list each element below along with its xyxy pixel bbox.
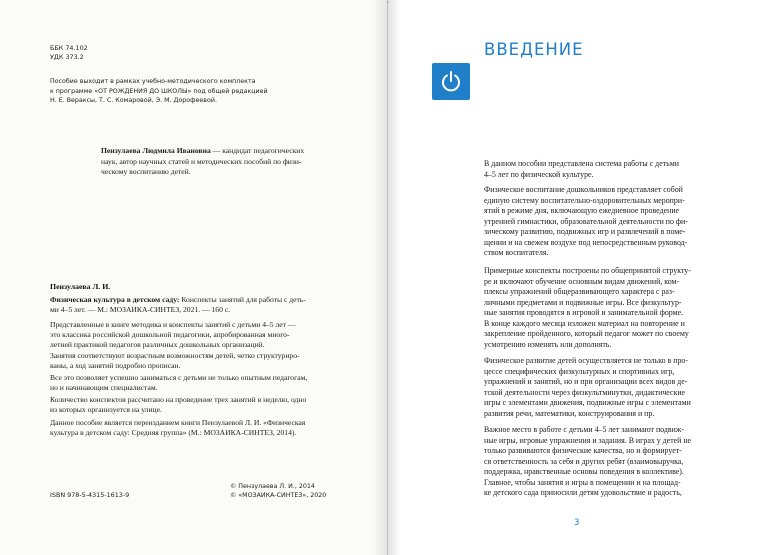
body-paragraph (484, 185, 688, 259)
classification-codes (50, 44, 88, 62)
body-line: ятий в режиме дня, включающую ежедневное проведение (484, 206, 680, 215)
annotation-line: это классика российской дошкольной педагогики, апробированная много- (50, 329, 290, 339)
copyright (230, 482, 326, 500)
annotation-paragraph (50, 351, 300, 371)
annotation-line: из которых организуется на улице. (50, 404, 162, 414)
annotation-line: Занятия соответствуют возрастным возможностям детей, четко структуриро- (50, 351, 300, 360)
annotation-paragraph (50, 320, 295, 349)
chapter-icon-box (432, 63, 470, 100)
chapter-heading: ВВЕДЕНИЕ (484, 40, 584, 59)
annotation-paragraph (50, 395, 306, 415)
bio-line (101, 146, 304, 157)
body-line: личными предметами и подвижные игры. Все физкультур- (484, 297, 682, 307)
annotation-line: Количество конспектов рассчитано на проведение трех занятий в неделю, одно (50, 395, 307, 404)
body-line: Важное место в работе с детьми 4–5 лет занимают подвиж- (484, 425, 684, 434)
bio-text: — кандидат педагогических (210, 146, 305, 155)
annotation-paragraph (50, 418, 305, 438)
body-paragraph (484, 266, 691, 350)
body-line: В данном пособии представлена система работы с детьми (484, 159, 679, 168)
body-line: усмотрению изменять или дополнять. (484, 339, 612, 349)
series-note (50, 77, 350, 106)
bio-line: наук, автор научных статей и методических пособий по физи- (101, 156, 302, 166)
body-line: ством воспитателя. (484, 248, 549, 257)
series-line: Н. Е. Вераксы, Т. С. Комаровой, Э. М. Дорофеевой. (50, 97, 217, 105)
body-line: цессе специфических физкультурных и спортивных игр, (484, 366, 675, 376)
biblio-text: Конспекты занятий для работы с деть- (179, 295, 306, 304)
body-line: Физическое воспитание дошкольников представляет собой (484, 185, 683, 194)
power-icon (440, 70, 462, 93)
body-line: ные игры, игровые упражнения и задания. В играх у детей не (484, 435, 692, 445)
body-line: единую систему воспитательно-оздоровительных меропри- (484, 195, 685, 205)
annotation-line: культура в детском саду: Средняя группа» (М.: МОЗАИКА-СИНТЕЗ, 2014). (50, 427, 297, 437)
biblio-line: ми 4–5 лет. — М.: МОЗАИКА-СИНТЕЗ, 2021. — 160 с. (50, 304, 231, 314)
body-line: упражнений и занятий, но и при организации всех видов де- (484, 377, 688, 386)
body-line: плексы упражнений общеразвивающего характера с раз- (484, 287, 675, 296)
annotation-paragraph (50, 373, 307, 393)
annotation-line: ваны, а ход занятий подробно прописан. (50, 360, 181, 370)
bibliographic-record (50, 295, 306, 315)
body-line: Главное, чтобы занятия и игры в помещении и на площад- (484, 477, 681, 487)
page-number: 3 (574, 518, 580, 528)
body-line: Примерные конспекты построены по общепринятой структу- (484, 266, 691, 275)
body-line: игры с элементами движения, подвижные игры с элементами (484, 398, 691, 407)
body-line: развития речи, математики, конструирования и пр. (484, 408, 655, 418)
copyright-line: © «МОЗАИКА-СИНТЕЗ», 2020 (230, 492, 327, 499)
book-title: Физическая культура в детском саду: (50, 295, 180, 304)
body-paragraph (484, 159, 679, 180)
body-line: ные занятия проводятся в игровой и занимательной форме. (484, 308, 684, 317)
body-line: поддержка, нравственные основы поведения в коллективе). (484, 467, 684, 476)
series-line: Пособие выходит в рамках учебно-методического комплекта (50, 78, 256, 85)
isbn: ISBN 978-5-4315-1613-9 (50, 491, 130, 499)
copyright-line: © Пензулаева Л. И., 2014 (230, 483, 315, 490)
body-line: ре и включают обучение основным видам движений, ком- (484, 276, 680, 286)
annotation-line: Данное пособие является переизданием книги Пензулаевой Л. И. «Физическая (50, 418, 306, 427)
body-paragraph (484, 425, 691, 499)
annotation-line: Представленные в книге методика и конспекты занятий с детьми 4–5 лет — (50, 320, 296, 329)
author-name: Пензулаева Л. И. (50, 282, 111, 291)
body-paragraph (484, 356, 691, 419)
bio-name: Пензулаева Людмила Ивановна (101, 146, 211, 155)
body-line: только развиваются физические качества, но и формирует- (484, 446, 682, 455)
body-line: 4–5 лет по физической культуре. (484, 169, 594, 179)
series-line: к программе «ОТ РОЖДЕНИЯ ДО ШКОЛЫ» под общей редакцией (50, 87, 268, 95)
body-line: утренней гимнастики, образовательной деятельности по фи- (484, 216, 688, 226)
annotation-line: Все это позволяет успешно заниматься с детьми не только опытным педагогам, (50, 373, 308, 382)
author-bio (101, 146, 304, 178)
body-line: зическому развитию, подвижных игр и развлечений в поме- (484, 227, 686, 236)
annotation-line: но и начинающим специалистам. (50, 382, 158, 392)
bio-line: ческому воспитанию детей. (101, 167, 191, 177)
body-line: Физическое развитие детей осуществляется не только в про- (484, 356, 688, 365)
body-line: В конце каждого месяца изложен материал на повторение и (484, 318, 685, 328)
udk-code: УДК 373.2 (50, 53, 84, 61)
body-line: закрепление пройденного, который педагог может по своему (484, 329, 689, 338)
annotation-line: летней практикой педагогов различных дошкольных организаций. (50, 339, 265, 349)
body-line: ке детского сада приносили детям удовольствие и радость, (484, 488, 682, 497)
biblio-line (50, 295, 306, 305)
bbk-code: ББК 74.102 (50, 44, 88, 52)
body-line: ся ответственность за себя и других ребят (взаимовыручка, (484, 456, 684, 466)
left-page (0, 0, 388, 555)
body-line: щении и на свежем воздухе под непосредственным руковод- (484, 237, 688, 247)
body-line: тской деятельности через физкультминутки, дидактические (484, 387, 686, 397)
